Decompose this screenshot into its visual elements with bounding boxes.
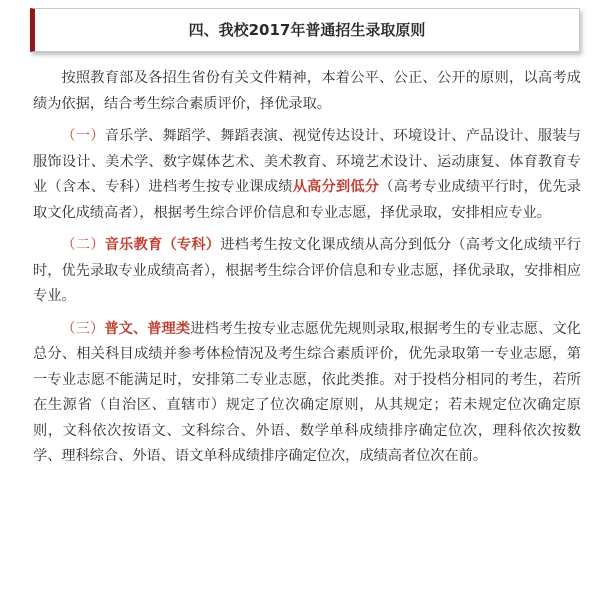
rule-text-1b: （高考专业成绩平行时，优先录取文化成绩高者），根据考生综合评价信息和专业志愿，择优录取，安排相应专业。: [33, 179, 581, 221]
rule-emphasis-1: 从高分到低分: [292, 179, 380, 195]
rule-paragraph-2: [33, 233, 581, 310]
intro-paragraph: 按照教育部及各招生省份有关文件精神，本着公平、公正、公开的原则，以高考成绩为依据，结合考生综合素质评价，择优录取。: [33, 70, 581, 112]
rule-marker-2: （二）: [61, 237, 105, 253]
rule-lead-2: 音乐教育（专科）: [104, 237, 221, 253]
section-title-text: 四、我校2017年普通招生录取原则: [188, 21, 426, 39]
rule-text-1a: 音乐学、舞蹈学、舞蹈表演、视觉传达设计、环境设计、产品设计、服装与服饰设计、美术学、数字媒体艺术、美术教育、环境艺术设计、运动康复、体育教育专业（含本、专科）进档考生按专业课成绩: [33, 128, 581, 195]
section-title: [30, 8, 580, 52]
rule-lead-3: 普文、普理类: [104, 320, 191, 337]
article-body: [33, 66, 581, 477]
rule-text-2: 进档考生按文化课成绩从高分到低分（高考文化成绩平行时，优先录取专业成绩高者），根据考生综合评价信息和专业志愿，择优录取，安排相应专业。: [33, 237, 581, 304]
rule-paragraph-1: [33, 124, 581, 226]
rule-marker-1: （一）: [61, 128, 105, 144]
rule-text-3: 进档考生按专业志愿优先规则录取,根据考生的专业志愿、文化总分、相关科目成绩并参考体检情况及考生综合素质评价，优先录取第一专业志愿，第一专业志愿不能满足时，安排第二专业志愿，依此类推。对于投档分相同的考生，若所在生源省（自治区、直辖市）规定了位次确定原则，从其规定；若未规定位次确定原则，文科依次按语文、文科综合、外语、数学单科成绩排序确定位次，理科依次按数学、理科综合、外语、语文单科成绩排序确定位次，成绩高者位次在前。: [33, 320, 581, 464]
rule-marker-3: （三）: [61, 320, 105, 337]
rule-paragraph-3: [33, 317, 581, 470]
